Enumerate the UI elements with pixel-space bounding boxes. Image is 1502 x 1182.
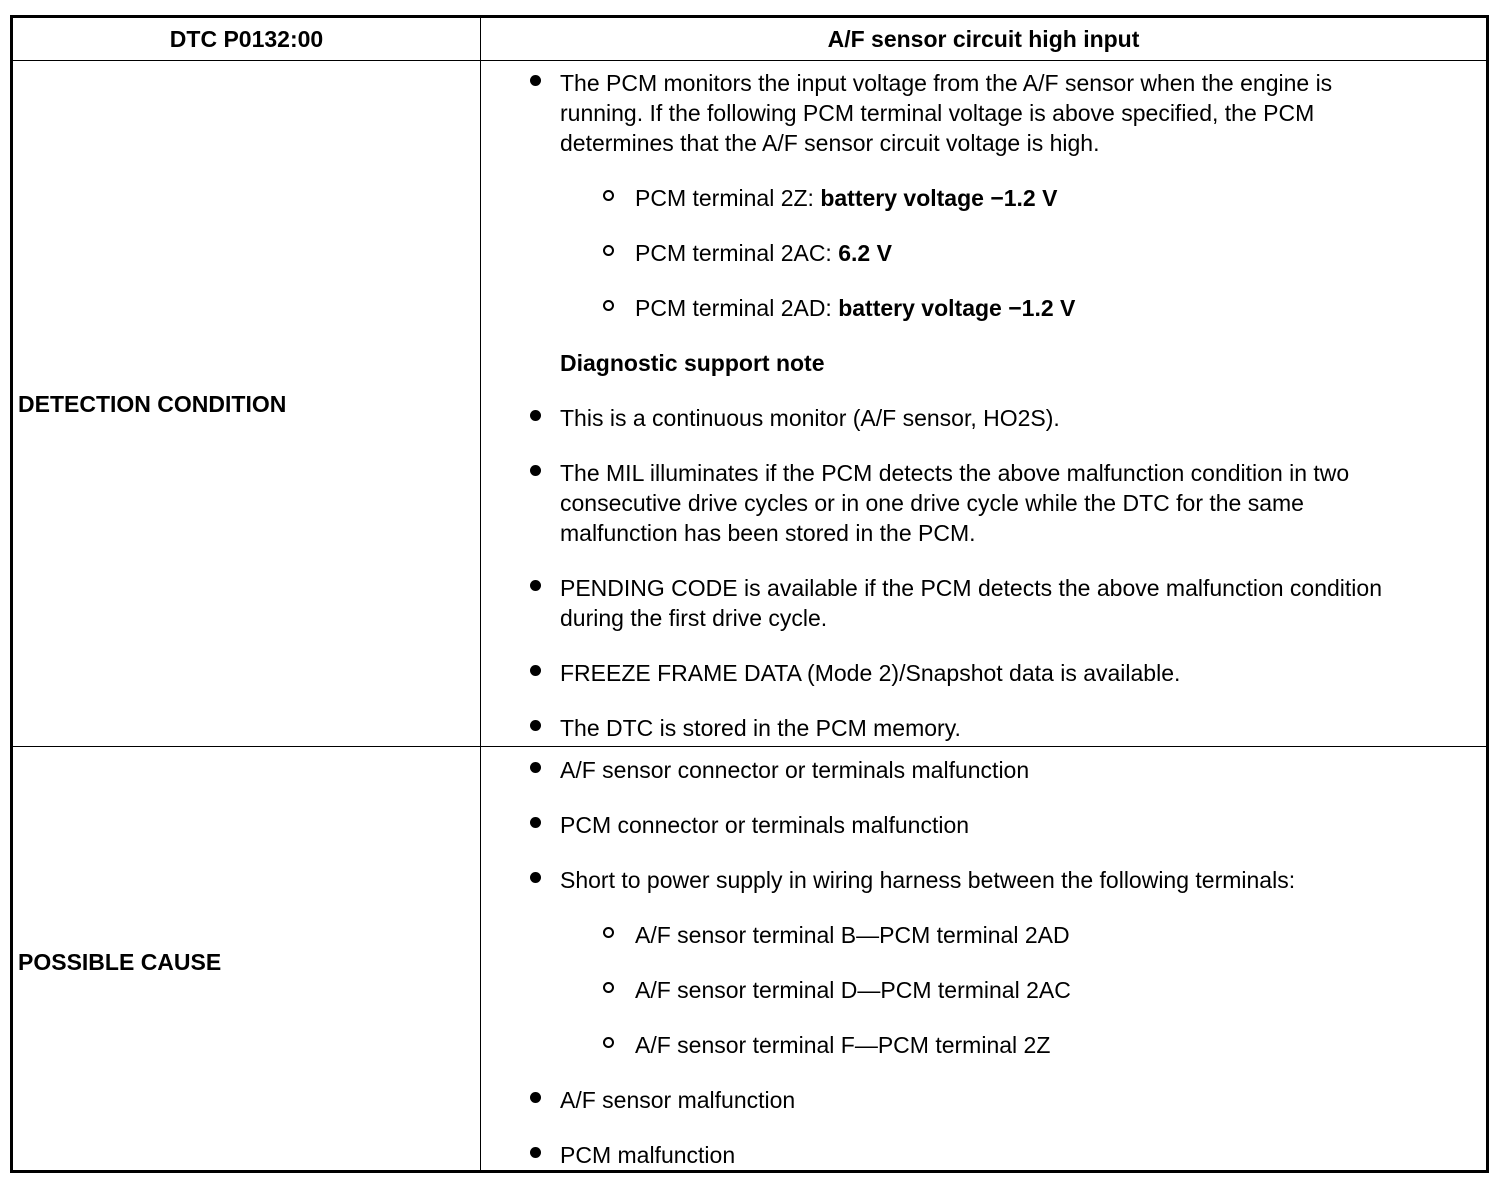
short-terminal-item: A/F sensor terminal F—PCM terminal 2Z <box>635 1032 1051 1058</box>
intro-line: The PCM monitors the input voltage from the A/F sensor when the engine is <box>560 70 1333 96</box>
terminal-spec <box>635 238 892 268</box>
row-divider <box>13 746 1486 747</box>
terminal-label: PCM terminal 2Z: <box>635 185 821 211</box>
circle-bullet-icon <box>603 300 614 311</box>
bullet-icon <box>530 1147 541 1158</box>
bullet-icon <box>530 1092 541 1103</box>
terminal-value: 6.2 V <box>838 240 892 266</box>
cause-item: PCM connector or terminals malfunction <box>560 812 970 838</box>
support-note-title: Diagnostic support note <box>560 350 825 376</box>
header-divider <box>13 60 1486 61</box>
note-line: consecutive drive cycles or in one drive cycle while the DTC for the same <box>560 490 1304 516</box>
note-line: This is a continuous monitor (A/F sensor, HO2S). <box>560 405 1060 431</box>
column-divider <box>480 18 481 1170</box>
cause-item: PCM malfunction <box>560 1142 736 1168</box>
note-line: The MIL illuminates if the PCM detects the above malfunction condition in two <box>560 460 1350 486</box>
bullet-icon <box>530 817 541 828</box>
note-line: The DTC is stored in the PCM memory. <box>560 715 961 741</box>
short-terminal-item: A/F sensor terminal D—PCM terminal 2AC <box>635 977 1071 1003</box>
circle-bullet-icon <box>603 927 614 938</box>
circle-bullet-icon <box>603 190 614 201</box>
bullet-icon <box>530 580 541 591</box>
terminal-value: battery voltage −1.2 V <box>820 185 1058 211</box>
note-line: PENDING CODE is available if the PCM detects the above malfunction condition <box>560 575 1382 601</box>
detection-condition-label: DETECTION CONDITION <box>18 391 287 417</box>
circle-bullet-icon <box>603 1037 614 1048</box>
bullet-icon <box>530 872 541 883</box>
dtc-code-header: DTC P0132:00 <box>169 26 324 52</box>
cause-item: A/F sensor malfunction <box>560 1087 796 1113</box>
intro-line: running. If the following PCM terminal voltage is above specified, the PCM <box>560 100 1315 126</box>
terminal-spec <box>635 183 1057 213</box>
short-terminal-item: A/F sensor terminal B—PCM terminal 2AD <box>635 922 1070 948</box>
terminal-spec <box>635 293 1075 323</box>
note-line: during the first drive cycle. <box>560 605 828 631</box>
terminal-label: PCM terminal 2AC: <box>635 240 839 266</box>
bullet-icon <box>530 465 541 476</box>
circle-bullet-icon <box>603 245 614 256</box>
bullet-icon <box>530 410 541 421</box>
dtc-title-header: A/F sensor circuit high input <box>827 26 1140 52</box>
bullet-icon <box>530 720 541 731</box>
circle-bullet-icon <box>603 982 614 993</box>
intro-line: determines that the A/F sensor circuit voltage is high. <box>560 130 1100 156</box>
note-line: malfunction has been stored in the PCM. <box>560 520 976 546</box>
dtc-table <box>10 15 1489 1173</box>
note-line: FREEZE FRAME DATA (Mode 2)/Snapshot data is available. <box>560 660 1181 686</box>
terminal-value: battery voltage −1.2 V <box>838 295 1076 321</box>
terminal-label: PCM terminal 2AD: <box>635 295 839 321</box>
bullet-icon <box>530 762 541 773</box>
cause-item: A/F sensor connector or terminals malfunction <box>560 757 1030 783</box>
cause-item: Short to power supply in wiring harness between the following terminals: <box>560 867 1296 893</box>
bullet-icon <box>530 665 541 676</box>
bullet-icon <box>530 75 541 86</box>
possible-cause-label: POSSIBLE CAUSE <box>18 949 222 975</box>
